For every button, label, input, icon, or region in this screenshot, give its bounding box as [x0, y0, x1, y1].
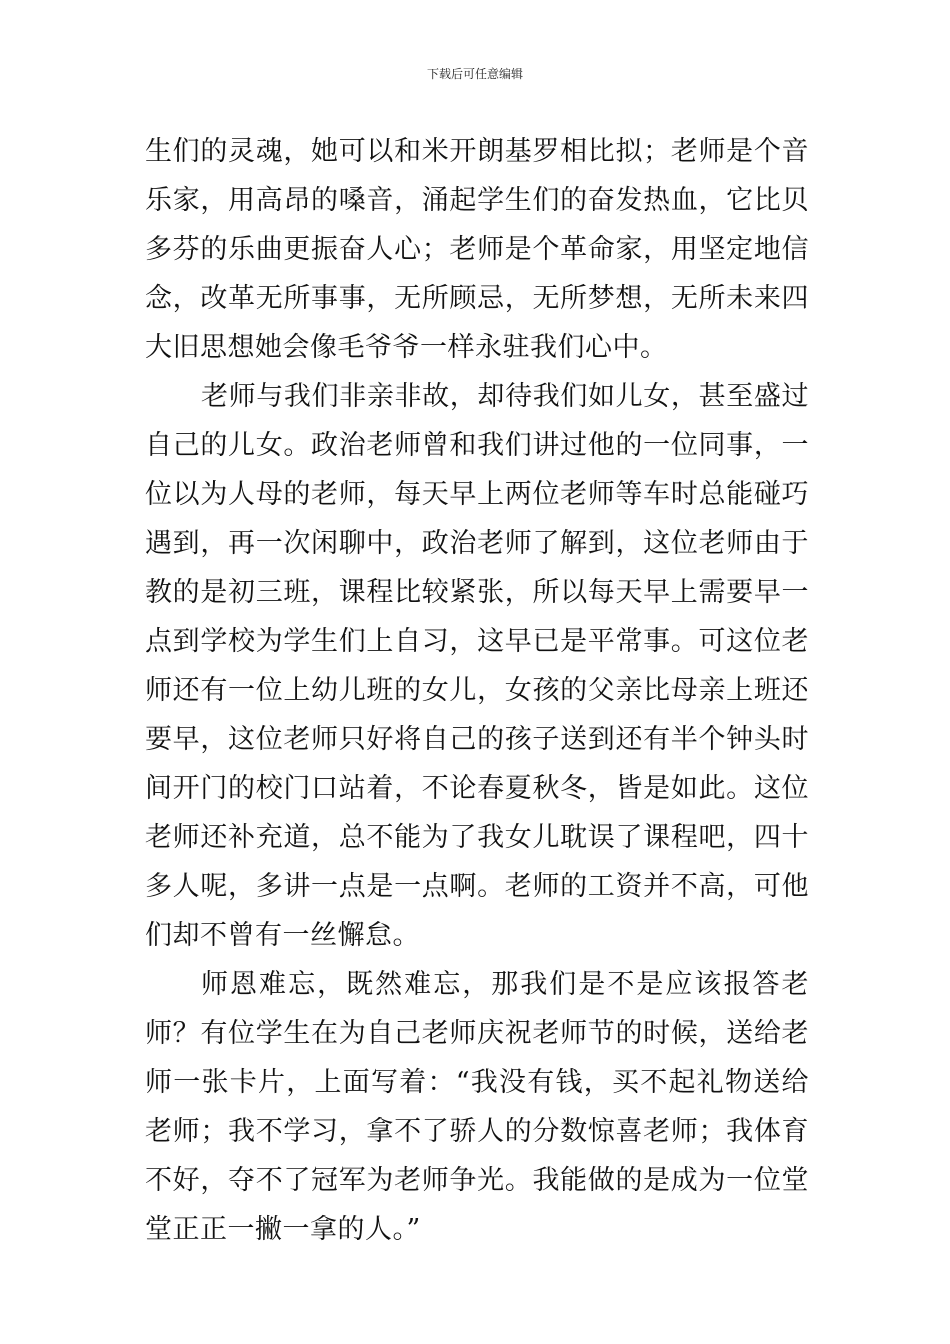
text-line: 有位学生在为自己老师庆祝老师节的时候，送给老师一张 — [145, 1018, 810, 1098]
text-line: 拿的人。” — [310, 1214, 421, 1245]
text-line: 的乐曲更振奋人心；老师是个革命家，用坚定地信念，改 — [145, 234, 810, 314]
paragraph-3 — [145, 960, 809, 1254]
text-line: 为人母的老师，每天早上两位老师等车时总能碰巧遇到， — [145, 479, 810, 559]
body-text — [145, 127, 809, 1254]
text-line: 家，用高昂的嗓音，涌起学生们的奋发热血，它比贝多芬 — [145, 185, 810, 265]
text-line: 着，不论春夏秋冬，皆是如此。这位老师还补充道，总不 — [145, 773, 810, 853]
text-line: 学生们上自习，这早已是平常事。可这位老师还有一位上 — [145, 626, 810, 706]
text-line: 生们的灵魂，她可以和米开朗基罗相比拟；老师是个音乐 — [145, 136, 809, 216]
text-line: 老师与我们非亲非故，却待我们如儿女，甚至盛过自 — [145, 381, 809, 461]
text-line: 幼儿班的女儿，女孩的父亲比母亲上班还要早，这位老师 — [145, 675, 810, 755]
paragraph-2 — [145, 372, 809, 960]
text-line: 了冠军为老师争光。我能做的是成为一位堂堂正正一撇一 — [145, 1165, 810, 1245]
text-line: 不学习，拿不了骄人的分数惊喜老师；我体育不好，夺不 — [145, 1116, 810, 1196]
text-line: 己的儿女。政治老师曾和我们讲过他的一位同事，一位以 — [145, 430, 810, 510]
text-line: 卡片，上面写着：“我没有钱，买不起礼物送给老师；我 — [145, 1067, 809, 1147]
text-line: 三班，课程比较紧张，所以每天早上需要早一点到学校为 — [145, 577, 810, 657]
text-line: 她会像毛爷爷一样永驻我们心中。 — [255, 332, 668, 363]
text-line: 只好将自己的孩子送到还有半个钟头时间开门的校门口站 — [145, 724, 810, 804]
text-line: 师恩难忘，既然难忘，那我们是不是应该报答老师？ — [145, 969, 809, 1049]
page-header: 下载后可任意编辑 — [426, 67, 523, 81]
text-line: 点啊。老师的工资并不高，可他们却不曾有一丝懈怠。 — [145, 871, 810, 951]
paragraph-1 — [145, 127, 809, 372]
text-line: 能为了我女儿耽误了课程吧，四十多人呢，多讲一点是一 — [145, 822, 810, 902]
text-line: 革无所事事，无所顾忌，无所梦想，无所未来四大旧思想 — [145, 283, 810, 363]
text-line: 再一次闲聊中，政治老师了解到，这位老师由于教的是初 — [145, 528, 810, 608]
